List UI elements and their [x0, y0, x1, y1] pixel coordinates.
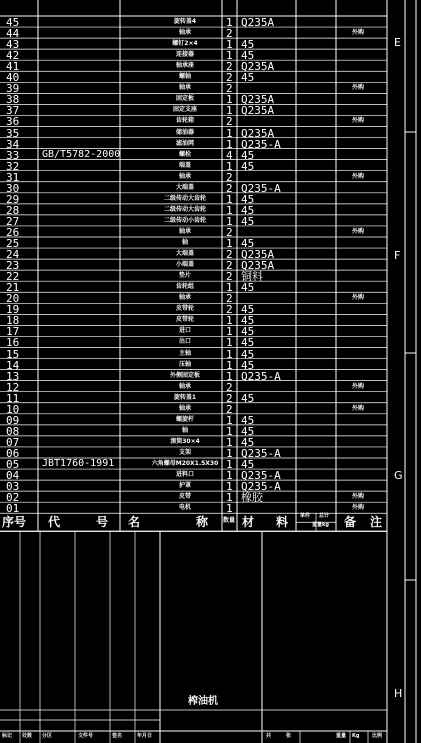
table-row-material: 45	[241, 391, 255, 405]
table-row-material: Q235A	[241, 259, 275, 273]
table-row-name: 轴承	[178, 294, 191, 302]
table-row-qty: 1	[226, 126, 233, 140]
table-row-name: 六角螺母M20X1.5X30	[151, 460, 219, 467]
table-row-qty: 1	[226, 49, 233, 63]
table-row-code: GB/T5782-2000	[42, 148, 121, 160]
header-total-weight: 总计	[319, 513, 330, 520]
table-row-name: 齿轮组	[175, 283, 194, 291]
table-row-name: 轴承座	[175, 62, 194, 70]
table-row-no: 08	[6, 424, 20, 438]
table-row-material: 45	[241, 71, 255, 85]
table-row-qty: 1	[226, 237, 233, 250]
table-row-name: 皮带轮	[175, 316, 194, 324]
table-row-no: 12	[6, 380, 20, 394]
header-remark-a: 备	[344, 515, 357, 530]
table-row-no: 28	[6, 203, 20, 217]
table-row-no: 32	[6, 159, 20, 173]
table-row-no: 03	[6, 480, 20, 494]
table-row-name: 轴	[181, 239, 188, 246]
table-row-material: 45	[241, 314, 255, 328]
table-row-qty: 1	[226, 347, 233, 361]
table-row-material: Q235-A	[241, 480, 281, 494]
header-remark-b: 注	[370, 515, 383, 530]
table-row-name: 轴承	[178, 29, 191, 37]
table-row-qty: 1	[226, 358, 233, 372]
table-row-material: 45	[241, 458, 255, 471]
table-row-material: 45	[241, 435, 255, 449]
table-row-name: 小端盖	[175, 261, 194, 269]
table-row-material: Q235-A	[241, 137, 281, 151]
table-row-name: 电机	[178, 504, 191, 512]
table-row-name: 螺轴	[178, 73, 191, 81]
table-row-qty: 1	[226, 325, 233, 339]
table-row-material: Q235A	[241, 93, 275, 107]
table-row-material: 45	[241, 49, 255, 63]
table-row-no: 15	[6, 347, 20, 361]
table-row-qty: 2	[226, 303, 233, 317]
table-row-no: 43	[6, 38, 20, 52]
table-row-no: 10	[6, 402, 20, 416]
table-row-no: 44	[6, 27, 20, 41]
table-row-name: 皮带	[178, 493, 191, 501]
table-row-remark: 外购	[351, 117, 364, 125]
table-row-name: 皮带轮	[175, 305, 194, 313]
table-row-qty: 4	[226, 148, 233, 162]
title-block-right-label: 比例	[372, 733, 383, 739]
title-block-right-label: Kg	[352, 733, 360, 739]
table-row-no: 39	[6, 82, 20, 96]
table-row-qty: 2	[226, 391, 233, 405]
table-row-qty: 2	[226, 225, 233, 239]
table-row-no: 18	[6, 314, 20, 328]
header-material-a: 材	[242, 515, 255, 530]
table-row-name: 旋转盖4	[173, 18, 197, 25]
table-row-qty: 1	[226, 192, 233, 206]
table-row-qty: 1	[226, 214, 233, 228]
table-row-no: 38	[6, 93, 20, 107]
table-row-material: Q235A	[241, 248, 275, 262]
header-qty: 数量	[223, 517, 236, 525]
header-material-b: 料	[276, 515, 289, 530]
table-row-qty: 2	[226, 248, 233, 262]
table-row-remark: 外购	[351, 493, 364, 501]
table-row-no: 17	[6, 325, 20, 339]
table-row-name: 端盖	[178, 161, 191, 169]
table-row-material: Q235-A	[241, 469, 281, 483]
table-row-material: 45	[241, 424, 255, 438]
table-row-material: 45	[241, 325, 255, 339]
table-row-no: 45	[6, 16, 20, 29]
table-row-no: 05	[6, 458, 20, 471]
table-row-material: 橡胶	[241, 491, 263, 505]
table-row-remark: 外购	[351, 227, 364, 235]
table-row-qty: 1	[226, 502, 233, 516]
title-block-label: 年月日	[137, 733, 153, 739]
header-kg: kg	[322, 522, 329, 529]
table-row-remark: 外购	[351, 382, 364, 390]
table-row-qty: 1	[226, 458, 233, 471]
table-row-qty: 1	[226, 336, 233, 350]
table-row-name: 轴承	[178, 172, 191, 180]
table-row-name: 螺钉2×4	[172, 40, 198, 48]
table-row-no: 09	[6, 413, 20, 427]
table-row-no: 02	[6, 491, 20, 505]
table-row-no: 06	[6, 446, 20, 460]
table-row-no: 31	[6, 170, 20, 184]
table-row-qty: 1	[226, 413, 233, 427]
table-row-qty: 1	[226, 16, 233, 29]
table-row-no: 01	[6, 502, 20, 516]
table-row-qty: 2	[226, 60, 233, 74]
table-row-material: 45	[241, 203, 255, 217]
table-row-no: 14	[6, 358, 20, 372]
table-row-qty: 1	[226, 281, 233, 295]
table-row-no: 34	[6, 137, 20, 151]
header-name-b: 称	[196, 515, 209, 530]
table-row-no: 41	[6, 60, 20, 74]
table-row-no: 16	[6, 336, 20, 350]
table-row-no: 27	[6, 214, 20, 228]
table-row-material: 铜料	[241, 270, 263, 284]
header-no: 序号	[2, 515, 27, 530]
table-row-qty: 2	[226, 115, 233, 129]
table-row-name: 连接器	[175, 51, 194, 59]
table-row-remark: 外购	[351, 84, 364, 92]
table-row-qty: 1	[226, 137, 233, 151]
table-row-name: 垫片	[178, 272, 191, 280]
table-row-material: 45	[241, 303, 255, 317]
table-row-name: 二级传动小齿轮	[163, 216, 206, 224]
table-row-name: 齿轮箱	[175, 117, 194, 125]
table-row-material: Q235-A	[241, 369, 281, 383]
table-row-name: 压轴	[178, 360, 191, 368]
table-row-no: 42	[6, 49, 20, 63]
table-row-name: 护罩	[178, 482, 191, 490]
table-row-material: 45	[241, 413, 255, 427]
table-row-no: 22	[6, 270, 20, 284]
table-row-name: 储油器	[175, 128, 194, 136]
table-row-qty: 1	[226, 314, 233, 328]
table-row-qty: 2	[226, 181, 233, 195]
table-row-qty: 1	[226, 104, 233, 118]
table-row-name: 旋转盖1	[173, 393, 197, 401]
table-row-material: 45	[241, 336, 255, 350]
table-row-no: 23	[6, 259, 20, 273]
table-row-name: 螺栓	[178, 150, 191, 158]
table-row-no: 24	[6, 248, 20, 262]
table-row-no: 40	[6, 71, 20, 85]
table-row-name: 主轴	[178, 349, 191, 357]
table-row-name: 外侧固定板	[169, 371, 200, 379]
table-row-material: Q235-A	[241, 181, 281, 195]
table-row-qty: 2	[226, 82, 233, 96]
table-row-no: 20	[6, 292, 20, 306]
table-row-name: 大端盖	[175, 250, 194, 258]
table-row-qty: 1	[226, 424, 233, 438]
table-row-name: 轴承	[178, 382, 191, 390]
table-row-name: 支架	[178, 448, 191, 456]
table-row-material: Q235A	[241, 104, 275, 118]
table-row-qty: 1	[226, 469, 233, 483]
table-row-qty: 2	[226, 380, 233, 394]
header-code-a: 代	[48, 515, 61, 530]
table-row-qty: 1	[226, 159, 233, 173]
table-row-material: 45	[241, 358, 255, 372]
drawing-title: 榨油机	[188, 696, 218, 707]
table-row-qty: 1	[226, 38, 233, 52]
table-row-material: 45	[241, 192, 255, 206]
table-row-material: Q235A	[241, 16, 275, 29]
table-row-name: 进口	[178, 327, 191, 335]
zone-letter: E	[394, 36, 401, 49]
table-row-qty: 1	[226, 435, 233, 449]
table-row-no: 19	[6, 303, 20, 317]
table-row-no: 04	[6, 469, 20, 483]
table-row-qty: 1	[226, 480, 233, 494]
table-row-material: 45	[241, 347, 255, 361]
table-row-name: 轴	[181, 426, 188, 434]
table-row-qty: 1	[226, 369, 233, 383]
title-block-label: 标记	[2, 733, 13, 739]
table-row-no: 37	[6, 104, 20, 118]
table-row-qty: 1	[226, 93, 233, 107]
table-row-qty: 2	[226, 292, 233, 306]
table-row-no: 25	[6, 237, 20, 250]
table-row-material: 45	[241, 148, 255, 162]
zone-letter: F	[394, 249, 401, 262]
table-row-material: 45	[241, 214, 255, 228]
table-row-no: 36	[6, 115, 20, 129]
title-block-right-label: 共	[266, 733, 272, 739]
table-row-qty: 1	[226, 491, 233, 505]
table-row-name: 出口	[178, 338, 191, 346]
title-block-label: 文件号	[78, 733, 94, 739]
header-name-a: 名	[128, 515, 141, 530]
table-row-no: 35	[6, 126, 20, 140]
table-row-code: JBT1760-1991	[42, 458, 115, 469]
header-weight: 重量	[312, 522, 323, 529]
table-row-remark: 外购	[351, 404, 364, 412]
table-row-material: Q235A	[241, 126, 275, 140]
table-row-no: 33	[6, 148, 20, 162]
table-row-name: 螺旋杆	[175, 415, 194, 423]
title-block-label: 分区	[42, 733, 53, 739]
table-row-material: 45	[241, 281, 255, 295]
table-row-no: 26	[6, 225, 20, 239]
table-row-remark: 外购	[351, 294, 364, 302]
table-row-remark: 外购	[351, 504, 364, 512]
header-code-b: 号	[96, 515, 109, 530]
table-row-no: 07	[6, 435, 20, 449]
table-row-no: 11	[6, 391, 20, 405]
table-row-name: 二级传动大齿轮	[163, 194, 206, 202]
table-row-name: 轴承	[178, 84, 191, 92]
table-row-name: 轴承	[178, 227, 191, 235]
table-row-name: 大端盖	[175, 183, 194, 191]
table-row-qty: 1	[226, 446, 233, 460]
table-row-material: Q235A	[241, 60, 275, 74]
zone-letter: H	[394, 687, 403, 700]
table-row-no: 29	[6, 192, 20, 206]
title-block-right-label: 重量	[336, 733, 347, 739]
table-row-name: 滚筒30×4	[170, 437, 200, 445]
zone-letter: G	[394, 469, 403, 482]
table-row-name: 进料口	[175, 471, 194, 479]
table-row-no: 30	[6, 181, 20, 195]
title-block-label: 签名	[112, 733, 123, 739]
table-row-name: 二级传动大齿轮	[163, 205, 206, 213]
table-row-remark: 外购	[351, 29, 364, 37]
table-row-name: 固定支座	[172, 106, 197, 114]
table-row-material: Q235-A	[241, 446, 281, 460]
table-row-qty: 2	[226, 27, 233, 41]
table-row-material: 45	[241, 38, 255, 52]
table-row-qty: 2	[226, 270, 233, 284]
header-unit-weight: 单件	[300, 513, 311, 520]
table-row-no: 21	[6, 281, 20, 295]
table-row-material: 45	[241, 159, 255, 173]
table-row-remark: 外购	[351, 172, 364, 180]
table-row-qty: 2	[226, 259, 233, 273]
table-row-name: 固定板	[175, 95, 194, 103]
table-row-qty: 1	[226, 203, 233, 217]
table-row-name: 轴承	[178, 404, 191, 412]
table-row-name: 滤油网	[175, 139, 194, 147]
title-block-right-label: 张	[286, 733, 292, 739]
table-row-qty: 2	[226, 170, 233, 184]
title-block-label: 处数	[22, 733, 33, 739]
table-row-no: 13	[6, 369, 20, 383]
table-row-material: 45	[241, 237, 255, 250]
table-row-qty: 2	[226, 402, 233, 416]
table-row-qty: 2	[226, 71, 233, 85]
